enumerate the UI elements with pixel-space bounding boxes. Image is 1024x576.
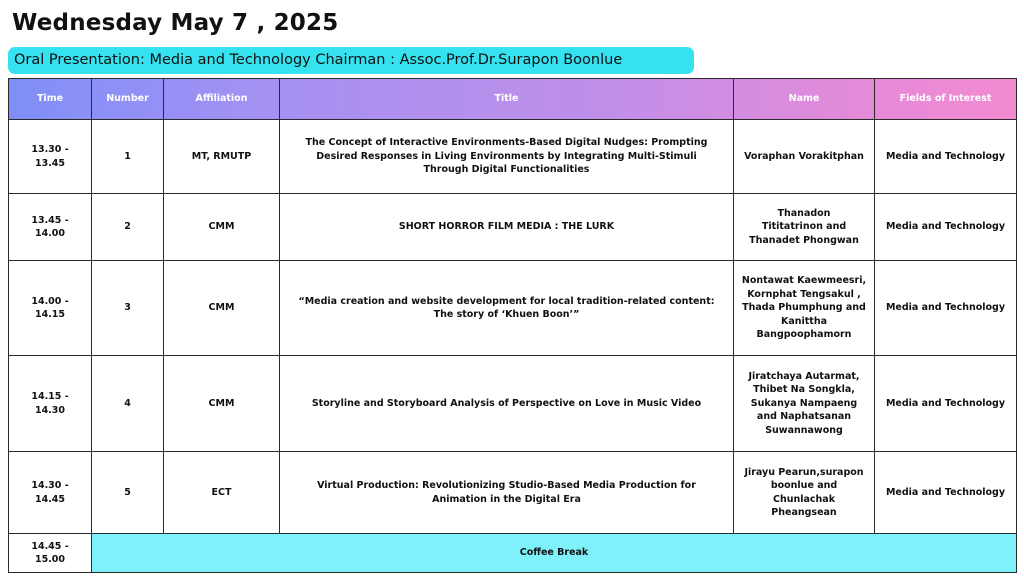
column-header-number: Number [92, 79, 164, 120]
time-cell: 13.45 - 14.00 [9, 194, 92, 261]
field-cell: Media and Technology [875, 194, 1017, 261]
affiliation-cell: MT, RMUTP [164, 120, 280, 194]
break-row [9, 534, 1017, 573]
time-cell: 14.00 - 14.15 [9, 261, 92, 356]
header-row [9, 79, 1017, 120]
name-cell: Voraphan Vorakitphan [734, 120, 875, 194]
table-row [9, 356, 1017, 452]
time-cell: 13.30 - 13.45 [9, 120, 92, 194]
column-header-name: Name [734, 79, 875, 120]
number-cell: 1 [92, 120, 164, 194]
title-cell: “Media creation and website development for local tradition-related content: The story of ‘Khuen Boon’” [280, 261, 734, 356]
title-cell: SHORT HORROR FILM MEDIA : THE LURK [280, 194, 734, 261]
table-row [9, 194, 1017, 261]
column-header-time: Time [9, 79, 92, 120]
name-cell: Jiratchaya Autarmat, Thibet Na Songkla, Sukanya Nampaeng and Naphatsanan Suwannawong [734, 356, 875, 452]
column-header-title: Title [280, 79, 734, 120]
number-cell: 3 [92, 261, 164, 356]
table-row [9, 452, 1017, 534]
time-cell: 14.45 - 15.00 [9, 534, 92, 573]
name-cell: Nontawat Kaewmeesri, Kornphat Tengsakul , Thada Phumphung and Kanittha Bangpoophamorn [734, 261, 875, 356]
table-row [9, 261, 1017, 356]
field-cell: Media and Technology [875, 261, 1017, 356]
coffee-break-cell: Coffee Break [92, 534, 1017, 573]
number-cell: 4 [92, 356, 164, 452]
time-cell: 14.30 - 14.45 [9, 452, 92, 534]
affiliation-cell: CMM [164, 356, 280, 452]
number-cell: 5 [92, 452, 164, 534]
title-cell: Storyline and Storyboard Analysis of Perspective on Love in Music Video [280, 356, 734, 452]
page-title: Wednesday May 7 , 2025 [12, 10, 339, 36]
title-cell: The Concept of Interactive Environments-Based Digital Nudges: Prompting Desired Responses in Living Environments by Integrating Multi-Stimuli Through Digital Functionalities [280, 120, 734, 194]
schedule-table [8, 78, 1017, 573]
time-cell: 14.15 - 14.30 [9, 356, 92, 452]
name-cell: Jirayu Pearun,surapon boonlue and Chunlachak Pheangsean [734, 452, 875, 534]
name-cell: Thanadon Tititatrinon and Thanadet Phongwan [734, 194, 875, 261]
column-header-affiliation: Affiliation [164, 79, 280, 120]
affiliation-cell: CMM [164, 261, 280, 356]
column-header-fields-of-interest: Fields of Interest [875, 79, 1017, 120]
field-cell: Media and Technology [875, 452, 1017, 534]
table-row [9, 120, 1017, 194]
field-cell: Media and Technology [875, 356, 1017, 452]
session-banner: Oral Presentation: Media and Technology Chairman : Assoc.Prof.Dr.Surapon Boonlue [8, 47, 694, 74]
affiliation-cell: ECT [164, 452, 280, 534]
affiliation-cell: CMM [164, 194, 280, 261]
title-cell: Virtual Production: Revolutionizing Studio-Based Media Production for Animation in the Digital Era [280, 452, 734, 534]
field-cell: Media and Technology [875, 120, 1017, 194]
number-cell: 2 [92, 194, 164, 261]
